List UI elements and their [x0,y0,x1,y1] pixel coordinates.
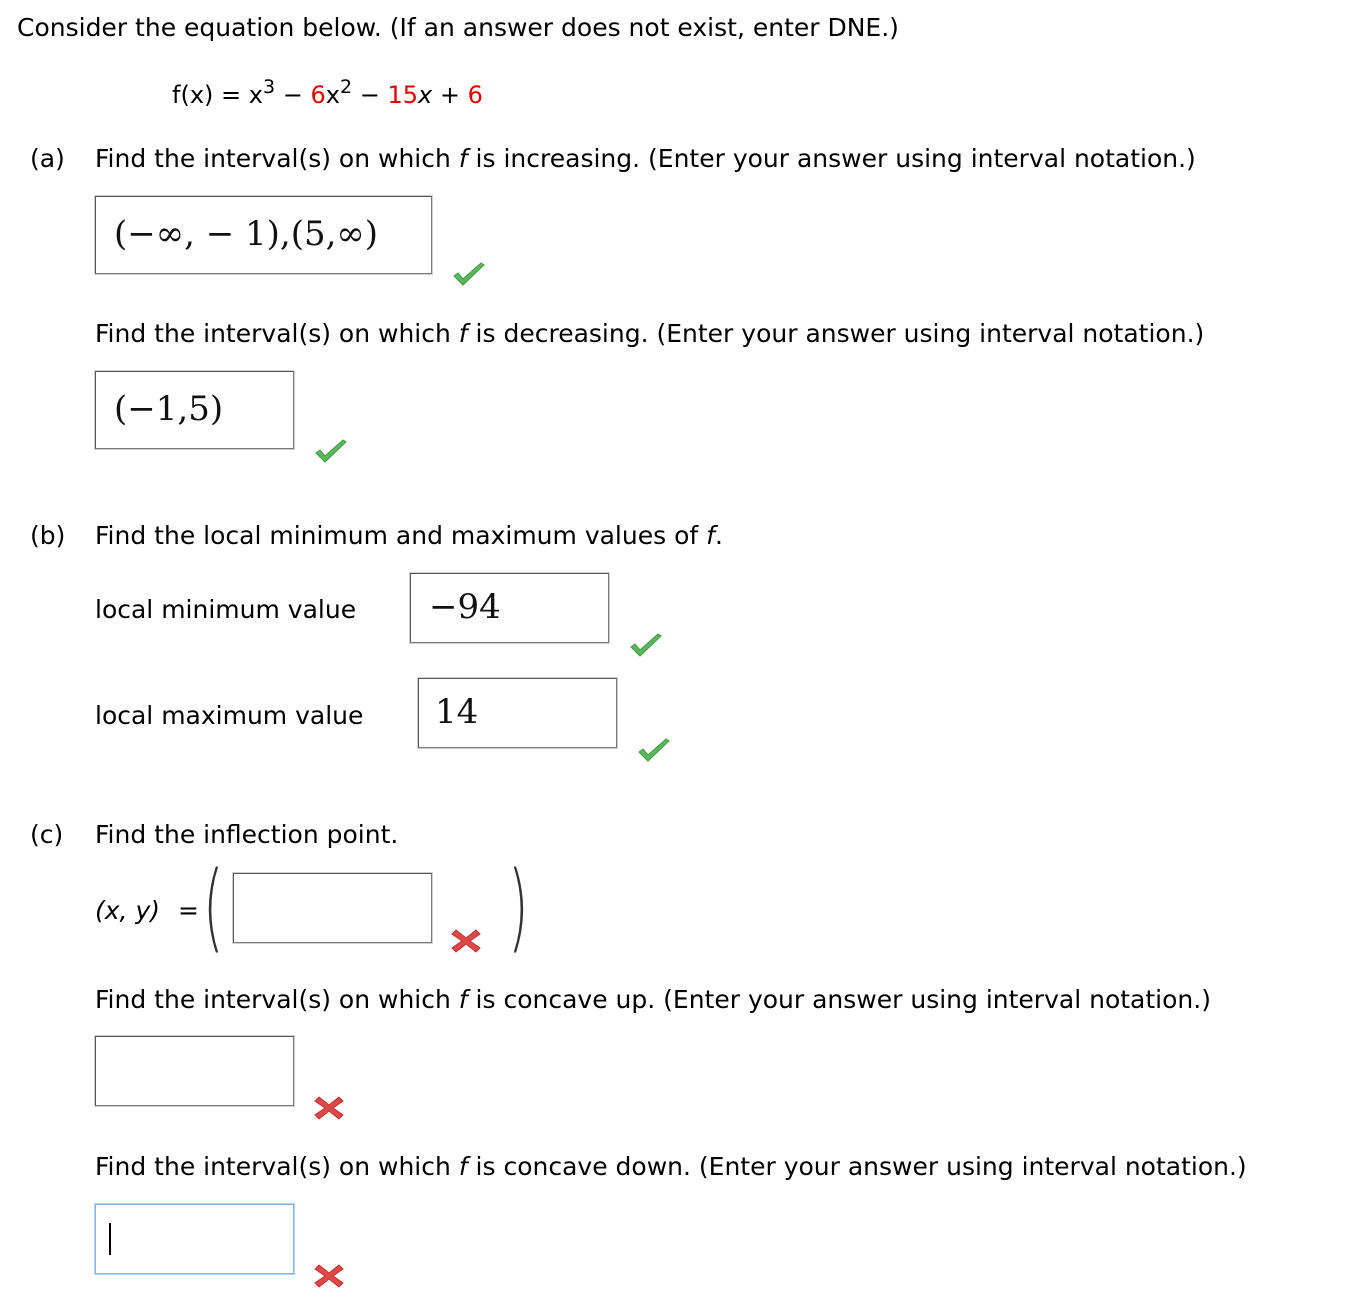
part-a-label: (a) [30,144,65,173]
part-c-question-concave-up [95,985,1211,1015]
equation-minus1: − [282,81,303,109]
q-text: Find the interval(s) on which [95,1152,459,1181]
equation-fx: f(x) [172,81,214,109]
q-text: Find the interval(s) on which [95,985,459,1014]
increasing-answer-value: (−∞, − 1),(5,∞) [114,214,378,254]
local-max-field[interactable] [418,678,617,748]
q-f: f [458,144,468,173]
local-min-value: −94 [429,587,501,627]
concave-up-incorrect-x-icon [311,1094,347,1122]
concave-up-field[interactable] [95,1036,294,1106]
local-max-label: local maximum value [95,701,364,730]
open-paren: ( [203,851,224,963]
equation-x: x [248,81,263,109]
q-text: is concave up. (Enter your answer using interval notation.) [467,985,1211,1014]
local-min-field[interactable] [410,573,609,643]
equation-coef15: 15 [387,81,418,109]
equation [172,76,483,110]
part-a-question-decreasing [95,319,1204,349]
concave-down-incorrect-x-icon [311,1262,347,1290]
close-paren: ) [508,851,529,963]
equation-coef6: 6 [310,81,326,109]
q-text: Find the interval(s) on which [95,144,459,173]
part-a-question-increasing [95,144,1196,174]
part-c-question-concave-down [95,1152,1247,1182]
q-f: f [458,319,468,348]
equation-x3: x [417,81,433,109]
q-text: Find the interval(s) on which [95,319,459,348]
intro-text: Consider the equation below. (If an answer does not exist, enter DNE.) [17,13,899,42]
part-c-label: (c) [30,820,64,849]
part-b-question [95,521,723,551]
equation-const: 6 [467,81,483,109]
q-text: . [714,521,723,550]
part-b-label: (b) [30,521,66,550]
increasing-correct-check-icon [451,261,487,289]
q-f: f [458,1152,468,1181]
concave-down-field[interactable] [95,1204,294,1274]
q-text: is decreasing. (Enter your answer using interval notation.) [467,319,1205,348]
local-min-correct-check-icon [628,632,664,660]
equation-plus: + [439,81,460,109]
equation-equals: = [221,81,242,109]
decreasing-correct-check-icon [313,438,349,466]
q-text: is increasing. (Enter your answer using interval notation.) [467,144,1196,173]
decreasing-answer-value: (−1,5) [114,389,224,429]
equation-x2: x [325,81,340,109]
q-text: is concave down. (Enter your answer using interval notation.) [467,1152,1247,1181]
q-f: f [706,521,715,550]
increasing-answer-field[interactable] [95,196,432,274]
equation-exp2: 2 [339,76,353,98]
inflection-incorrect-x-icon [448,927,484,955]
equation-minus2: − [359,81,380,109]
inflection-point-field[interactable] [233,873,432,943]
q-f: f [458,985,468,1014]
part-c-question-inflection: Find the inflection point. [95,820,399,849]
q-text: Find the local minimum and maximum values of [95,521,707,550]
local-max-value: 14 [435,692,479,732]
text-caret [109,1223,111,1255]
xy-equals: = [178,896,199,925]
decreasing-answer-field[interactable] [95,371,294,449]
local-min-label: local minimum value [95,595,357,624]
equation-exp3: 3 [262,76,276,98]
local-max-correct-check-icon [636,737,672,765]
xy-text: (x, y) [95,896,160,925]
xy-label [95,896,160,926]
